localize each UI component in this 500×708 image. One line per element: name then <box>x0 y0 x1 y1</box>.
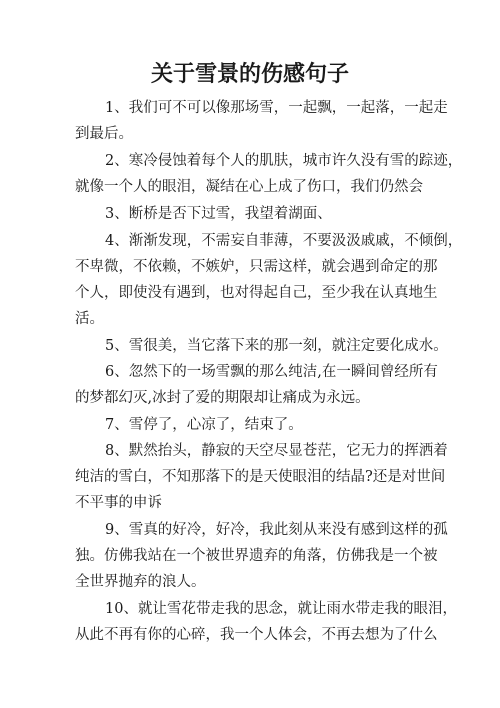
paragraph-5-line-1: 5、雪很美，当它落下来的那一刻，就注定要化成水。 <box>105 338 448 354</box>
paragraph-8-line-3: 不平事的申诉 <box>75 495 162 511</box>
paragraph-1-line-1: 1、我们可不可以像那场雪，一起飘，一起落，一起走 <box>105 100 448 116</box>
paragraph-2-line-1: 2、寒冷侵蚀着每个人的肌肤，城市许久没有雪的踪迹， <box>105 153 463 169</box>
paragraph-6-line-1: 6、忽然下的一场雪飘的那么纯洁,在一瞬间曾经所有 <box>105 364 438 380</box>
paragraph-4-line-2: 不卑微，不依赖，不嫉妒，只需这样，就会遇到命定的那 <box>75 259 438 275</box>
paragraph-4-line-3: 个人，即使没有遇到，也对得起自己，至少我在认真地生 <box>75 285 438 301</box>
paragraph-8-line-1: 8、默然抬头，静寂的天空尽显苍茫，它无力的挥洒着 <box>105 443 448 459</box>
paragraph-9-line-1: 9、雪真的好冷，好冷，我此刻从来没有感到这样的孤 <box>105 522 448 538</box>
paragraph-8-line-2: 纯洁的雪白，不知那落下的是天使眼泪的结晶?还是对世间 <box>75 469 446 485</box>
paragraph-3-line-1: 3、断桥是否下过雪，我望着湖面、 <box>105 206 332 222</box>
paragraph-1-line-2: 到最后。 <box>75 126 133 142</box>
paragraph-2-line-2: 就像一个人的眼泪，凝结在心上成了伤口，我们仍然会 <box>75 179 423 195</box>
paragraph-10-line-1: 10、就让雪花带走我的思念，就让雨水带走我的眼泪， <box>105 601 457 617</box>
paragraph-4-line-4: 活。 <box>75 311 104 327</box>
paragraph-9-line-3: 全世界抛弃的浪人。 <box>75 574 206 590</box>
document-title: 关于雪景的伤感句子 <box>150 61 349 87</box>
paragraph-10-line-2: 从此不再有你的心碎，我一个人体会，不再去想为了什么 <box>75 627 438 643</box>
paragraph-9-line-2: 独。仿佛我站在一个被世界遗弃的角落，仿佛我是一个被 <box>75 548 438 564</box>
paragraph-6-line-2: 的梦都幻灭,冰封了爱的期限却让痛成为永远。 <box>75 390 370 406</box>
paragraph-4-line-1: 4、渐渐发现，不需妄自菲薄，不要汲汲戚戚，不倾倒， <box>105 233 463 249</box>
paragraph-7-line-1: 7、雪停了，心凉了，结束了。 <box>105 417 303 433</box>
